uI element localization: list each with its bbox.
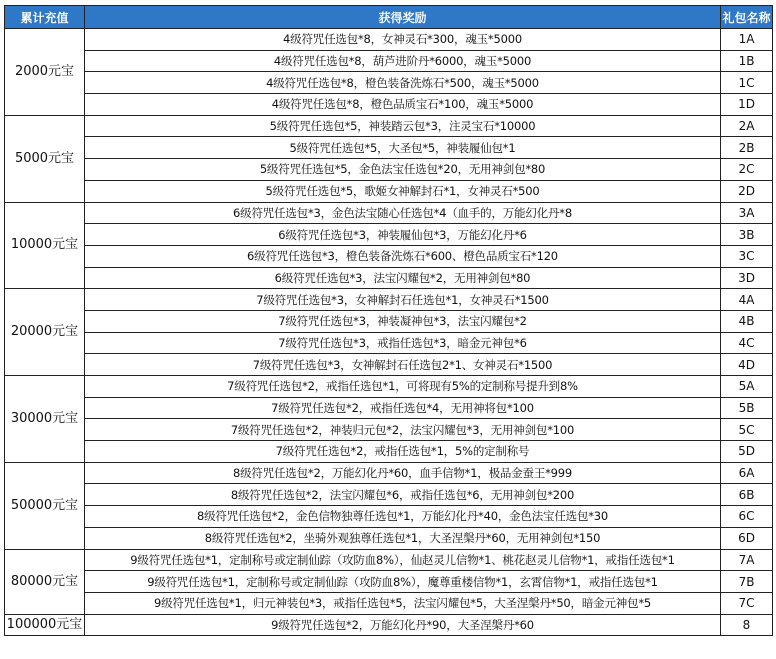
reward-cell: 7级符咒任选包*3，戒指任选包*3，暗金元神包*6	[85, 332, 721, 354]
header-code: 礼包名称	[721, 6, 773, 29]
reward-cell: 8级符咒任选包*2，金色信物独尊任选包*1，万能幻化丹*40，金色法宝任选包*30	[85, 506, 721, 528]
reward-cell: 6级符咒任选包*3，橙色装备洗炼石*600、橙色品质宝石*120	[85, 245, 721, 267]
reward-cell: 9级符咒任选包*1，定制称号或定制仙踪（攻防血8%），魔尊重楼信物*1，玄霄信物*1，戒指任选包*1	[85, 571, 721, 593]
reward-cell: 9级符咒任选包*2，万能幻化丹*90，大圣涅槃丹*60	[85, 614, 721, 636]
package-code: 6C	[721, 506, 773, 528]
table-row	[5, 289, 773, 311]
package-code: 6A	[721, 462, 773, 484]
package-code: 7B	[721, 571, 773, 593]
reward-cell: 8级符咒任选包*2，坐骑外观独尊任选包*1，大圣涅槃丹*60，无用神剑包*150	[85, 527, 721, 549]
table-row	[5, 462, 773, 484]
table-row	[5, 137, 773, 159]
reward-cell: 4级符咒任选包*8，橙色装备洗炼石*500，魂玉*5000	[85, 72, 721, 94]
package-code: 3D	[721, 267, 773, 289]
reward-cell: 4级符咒任选包*8，橙色品质宝石*100，魂玉*5000	[85, 94, 721, 116]
reward-cell: 5级符咒任选包*5，神装踏云包*3，注灵宝石*10000	[85, 115, 721, 137]
package-code: 5B	[721, 397, 773, 419]
table-row	[5, 310, 773, 332]
reward-cell: 8级符咒任选包*2，万能幻化丹*60，血手信物*1，极品金蚕王*999	[85, 462, 721, 484]
reward-cell: 7级符咒任选包*2，戒指任选包*4，无用神将包*100	[85, 397, 721, 419]
package-code: 2B	[721, 137, 773, 159]
reward-cell: 5级符咒任选包*5，大圣包*5，神装履仙包*1	[85, 137, 721, 159]
reward-cell: 9级符咒任选包*1，定制称号或定制仙踪（攻防血8%），仙赵灵儿信物*1、桃花赵灵儿信物*1，戒指任选包*1	[85, 549, 721, 571]
package-code: 1A	[721, 29, 773, 51]
package-code: 4D	[721, 354, 773, 376]
package-code: 4C	[721, 332, 773, 354]
package-code: 5D	[721, 441, 773, 463]
package-code: 5C	[721, 419, 773, 441]
package-code: 1C	[721, 72, 773, 94]
table-row	[5, 419, 773, 441]
tier-amount: 30000元宝	[5, 376, 85, 463]
reward-cell: 7级符咒任选包*3，女神解封石任选包*1，女神灵石*1500	[85, 289, 721, 311]
reward-cell: 7级符咒任选包*3，女神解封石任选包2*1、女神灵石*1500	[85, 354, 721, 376]
package-code: 7A	[721, 549, 773, 571]
reward-cell: 6级符咒任选包*3，金色法宝随心任选包*4（血手的，万能幻化丹*8	[85, 202, 721, 224]
reward-cell: 9级符咒任选包*1，归元神装包*3，戒指任选包*5，法宝闪耀包*5，大圣涅槃丹*50，暗金元神包*5	[85, 592, 721, 614]
reward-cell: 6级符咒任选包*3，法宝闪耀包*2，无用神剑包*80	[85, 267, 721, 289]
tier-amount: 5000元宝	[5, 115, 85, 202]
tier-amount: 100000元宝	[5, 614, 85, 636]
package-code: 4B	[721, 310, 773, 332]
package-code: 2C	[721, 159, 773, 181]
reward-cell: 7级符咒任选包*2，戒指任选包*1，5%的定制称号	[85, 441, 721, 463]
table-row	[5, 180, 773, 202]
table-row	[5, 224, 773, 246]
package-code: 8	[721, 614, 773, 636]
tier-amount: 10000元宝	[5, 202, 85, 289]
reward-cell: 5级符咒任选包*5，歌姬女神解封石*1，女神灵石*500	[85, 180, 721, 202]
package-code: 3B	[721, 224, 773, 246]
table-row	[5, 376, 773, 398]
table-row	[5, 159, 773, 181]
package-code: 1D	[721, 94, 773, 116]
table-row	[5, 592, 773, 614]
reward-cell: 7级符咒任选包*2，戒指任选包*1，可将现有5%的定制称号提升到8%	[85, 376, 721, 398]
header-reward: 获得奖励	[85, 6, 721, 29]
table-row	[5, 441, 773, 463]
table-row	[5, 115, 773, 137]
table-row	[5, 202, 773, 224]
table-row	[5, 506, 773, 528]
table-row	[5, 245, 773, 267]
reward-cell: 7级符咒任选包*3，神装凝神包*3，法宝闪耀包*2	[85, 310, 721, 332]
reward-cell: 5级符咒任选包*5，金色法宝任选包*20，无用神剑包*80	[85, 159, 721, 181]
package-code: 6D	[721, 527, 773, 549]
reward-table	[4, 5, 773, 636]
table-row	[5, 354, 773, 376]
tier-amount: 2000元宝	[5, 29, 85, 116]
table-row	[5, 614, 773, 636]
tier-amount: 20000元宝	[5, 289, 85, 376]
table-row	[5, 397, 773, 419]
table-row	[5, 50, 773, 72]
table-row	[5, 549, 773, 571]
reward-cell: 4级符咒任选包*8，葫芦进阶丹*6000，魂玉*5000	[85, 50, 721, 72]
table-row	[5, 527, 773, 549]
table-row	[5, 484, 773, 506]
table-row	[5, 29, 773, 51]
reward-cell: 6级符咒任选包*3，神装履仙包*3，万能幻化丹*6	[85, 224, 721, 246]
reward-cell: 4级符咒任选包*8，女神灵石*300，魂玉*5000	[85, 29, 721, 51]
table-row	[5, 332, 773, 354]
package-code: 3C	[721, 245, 773, 267]
package-code: 1B	[721, 50, 773, 72]
package-code: 6B	[721, 484, 773, 506]
package-code: 3A	[721, 202, 773, 224]
package-code: 5A	[721, 376, 773, 398]
package-code: 4A	[721, 289, 773, 311]
tier-amount: 50000元宝	[5, 462, 85, 549]
table-row	[5, 571, 773, 593]
table-header-row	[5, 6, 773, 29]
package-code: 2D	[721, 180, 773, 202]
reward-cell: 7级符咒任选包*2，神装归元包*2，法宝闪耀包*3，无用神剑包*100	[85, 419, 721, 441]
table-body	[5, 29, 773, 636]
reward-cell: 8级符咒任选包*2，法宝闪耀包*6，戒指任选包*6，无用神剑包*200	[85, 484, 721, 506]
header-tier: 累计充值	[5, 6, 85, 29]
tier-amount: 80000元宝	[5, 549, 85, 614]
table-row	[5, 72, 773, 94]
table-row	[5, 94, 773, 116]
table-row	[5, 267, 773, 289]
package-code: 7C	[721, 592, 773, 614]
package-code: 2A	[721, 115, 773, 137]
